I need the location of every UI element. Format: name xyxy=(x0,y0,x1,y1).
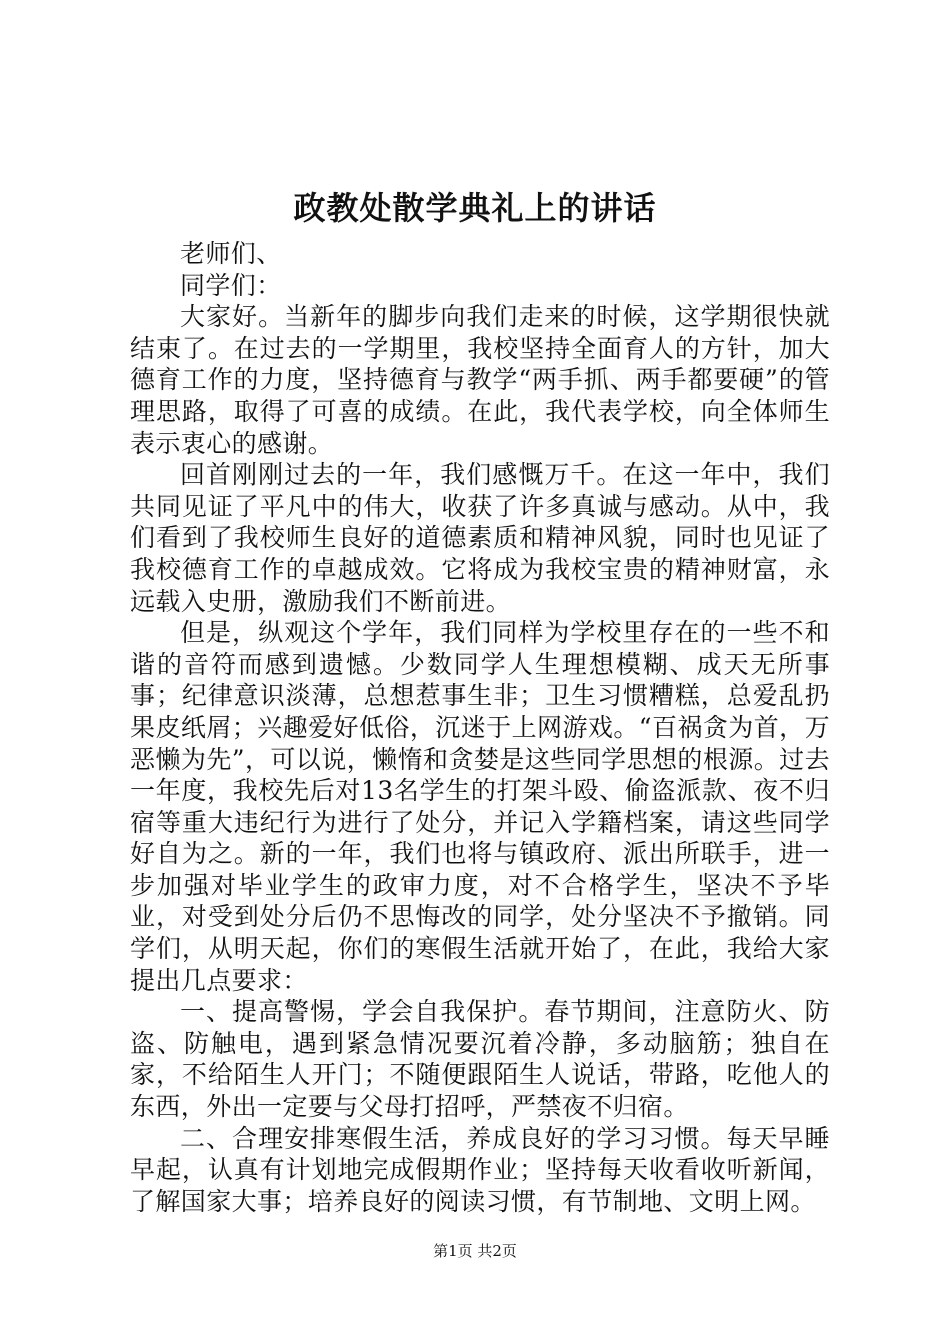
salutation-students: 同学们： xyxy=(180,270,282,300)
paragraph-concerns: 但是，纵观这个学年，我们同样为学校里存在的一些不和谐的音符而感到遗憾。少数同学人生理想模糊、成天无所事事；纪律意识淡薄，总想惹事生非；卫生习惯糟糕，总爱乱扔果皮纸屑；兴趣爱好低俗，沉迷于上网游戏。“百祸贪为首，万恶懒为先”，可以说，懒惰和贪婪是这些同学思想的根源。过去一年度，我校先后对13名学生的打架斗殴、偷盗派款、夜不归宿等重大违纪行为进行了处分，并记入学籍档案，请这些同学好自为之。新的一年，我们也将与镇政府、派出所联手，进一步加强对毕业学生的政审力度，对不合格学生，坚决不予毕业，对受到处分后仍不思悔改的同学，处分坚决不予撤销。同学们，从明天起，你们的寒假生活就开始了，在此，我给大家提出几点要求： xyxy=(130,618,830,995)
paragraph-requirement-1: 一、提高警惕，学会自我保护。春节期间，注意防火、防盗、防触电，遇到紧急情况要沉着冷静，多动脑筋；独自在家，不给陌生人开门；不随便跟陌生人说话，带路，吃他人的东西，外出一定要与父母打招呼，严禁夜不归宿。 xyxy=(130,997,830,1122)
document-body xyxy=(130,238,830,1217)
paragraph-requirement-2: 二、合理安排寒假生活，养成良好的学习习惯。每天早睡早起，认真有计划地完成假期作业；坚持每天收看收听新闻，了解国家大事；培养良好的阅读习惯，有节制地、文明上网。 xyxy=(130,1123,830,1216)
paragraph-greeting: 大家好。当新年的脚步向我们走来的时候，这学期很快就结束了。在过去的一学期里，我校坚持全面育人的方针，加大德育工作的力度，坚持德育与教学“两手抓、两手都要硬”的管理思路，取得了可喜的成绩。在此，我代表学校，向全体师生表示衷心的感谢。 xyxy=(130,302,830,458)
paragraph-review: 回首刚刚过去的一年，我们感慨万千。在这一年中，我们共同见证了平凡中的伟大，收获了许多真诚与感动。从中，我们看到了我校师生良好的道德素质和精神风貌，同时也见证了我校德育工作的卓越成效。它将成为我校宝贵的精神财富，永远载入史册，激励我们不断前进。 xyxy=(130,460,830,616)
document-title: 政教处散学典礼上的讲话 xyxy=(293,189,657,227)
salutation-teachers: 老师们、 xyxy=(180,239,282,268)
page-number-footer: 第1页 共2页 xyxy=(433,1242,517,1260)
